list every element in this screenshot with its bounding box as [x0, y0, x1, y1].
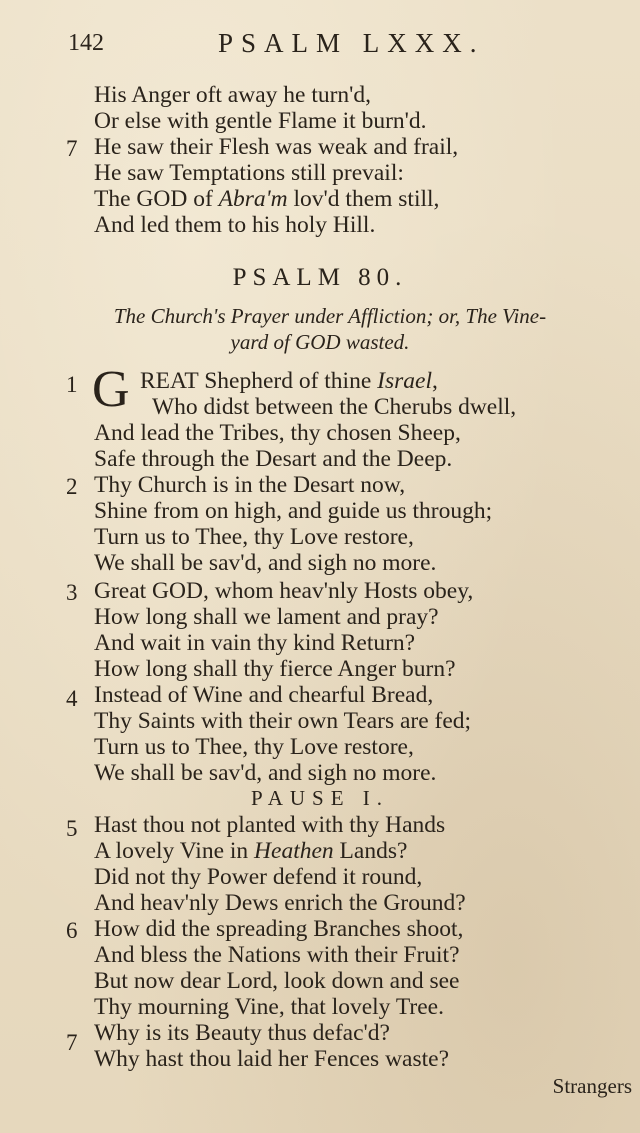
page-number: 142: [68, 30, 104, 56]
verse-line: Safe through the Desart and the Deep.: [94, 446, 453, 472]
verse-line: And bless the Nations with their Fruit?: [94, 942, 460, 968]
verse-line: We shall be sav'd, and sigh no more.: [94, 760, 437, 786]
verse-line: Why hast thou laid her Fences waste?: [94, 1046, 450, 1072]
verse-number: 2: [66, 474, 78, 499]
verse-line: Shine from on high, and guide us through;: [94, 498, 493, 524]
verse-number: 5: [66, 816, 78, 841]
verse-line: How long shall thy fierce Anger burn?: [94, 656, 456, 682]
verse-number: 7: [66, 136, 78, 161]
verse-number: 1: [66, 372, 78, 397]
psalm-subtitle-line1: The Church's Prayer under Affliction; or, The Vine-: [113, 304, 547, 328]
verse-line: Thy mourning Vine, that lovely Tree.: [94, 994, 444, 1020]
verse-line: The GOD of Abra'm lov'd them still,: [94, 186, 440, 212]
verse-number: 6: [66, 918, 78, 943]
italic-word: Israel: [377, 368, 432, 394]
verse-line: Turn us to Thee, thy Love restore,: [94, 524, 414, 550]
psalm-subtitle-line2: yard of GOD wasted.: [230, 330, 410, 354]
verse-line: How long shall we lament and pray?: [94, 604, 439, 630]
verse-number: 4: [66, 686, 78, 711]
verse-number: 7: [66, 1030, 78, 1055]
verse-line: Who didst between the Cherubs dwell,: [152, 394, 517, 420]
verse-line: A lovely Vine in Heathen Lands?: [94, 838, 408, 864]
verse-line: Great GOD, whom heav'nly Hosts obey,: [94, 578, 474, 604]
running-title: PSALM LXXX.: [218, 28, 485, 58]
verse-line: How did the spreading Branches shoot,: [94, 916, 464, 942]
verse-line: Thy Saints with their own Tears are fed;: [94, 708, 472, 734]
verse-line: Why is its Beauty thus defac'd?: [94, 1020, 390, 1046]
verse-line: Did not thy Power defend it round,: [94, 864, 423, 890]
catchword: Strangers: [552, 1074, 632, 1098]
verse-line: He saw Temptations still prevail:: [94, 160, 404, 186]
verse-line: We shall be sav'd, and sigh no more.: [94, 550, 437, 576]
page-header: [52, 26, 632, 66]
verse-line: Thy Church is in the Desart now,: [94, 472, 406, 498]
verse-line: REAT Shepherd of thine Israel,: [140, 368, 438, 394]
verse-line: But now dear Lord, look down and see: [94, 968, 460, 994]
verse-line: And wait in vain thy kind Return?: [94, 630, 416, 656]
italic-word: Abra'm: [218, 186, 288, 212]
verse-line: And heav'nly Dews enrich the Ground?: [94, 890, 466, 916]
verse-line: His Anger oft away he turn'd,: [94, 82, 372, 108]
pause-heading: PAUSE I.: [250, 786, 390, 810]
verse-line: Turn us to Thee, thy Love restore,: [94, 734, 414, 760]
psalm-title: PSALM 80.: [232, 264, 408, 291]
verse-line: He saw their Flesh was weak and frail,: [94, 134, 459, 160]
verse-line: Instead of Wine and chearful Bread,: [94, 682, 434, 708]
italic-word: Heathen: [254, 838, 334, 864]
verse-line: Or else with gentle Flame it burn'd.: [94, 108, 427, 134]
drop-cap: G: [92, 361, 130, 418]
verse-line: And lead the Tribes, thy chosen Sheep,: [94, 420, 461, 446]
verse-number: 3: [66, 580, 78, 605]
verse-line: Hast thou not planted with thy Hands: [94, 812, 446, 838]
verse-line: And led them to his holy Hill.: [94, 212, 376, 238]
